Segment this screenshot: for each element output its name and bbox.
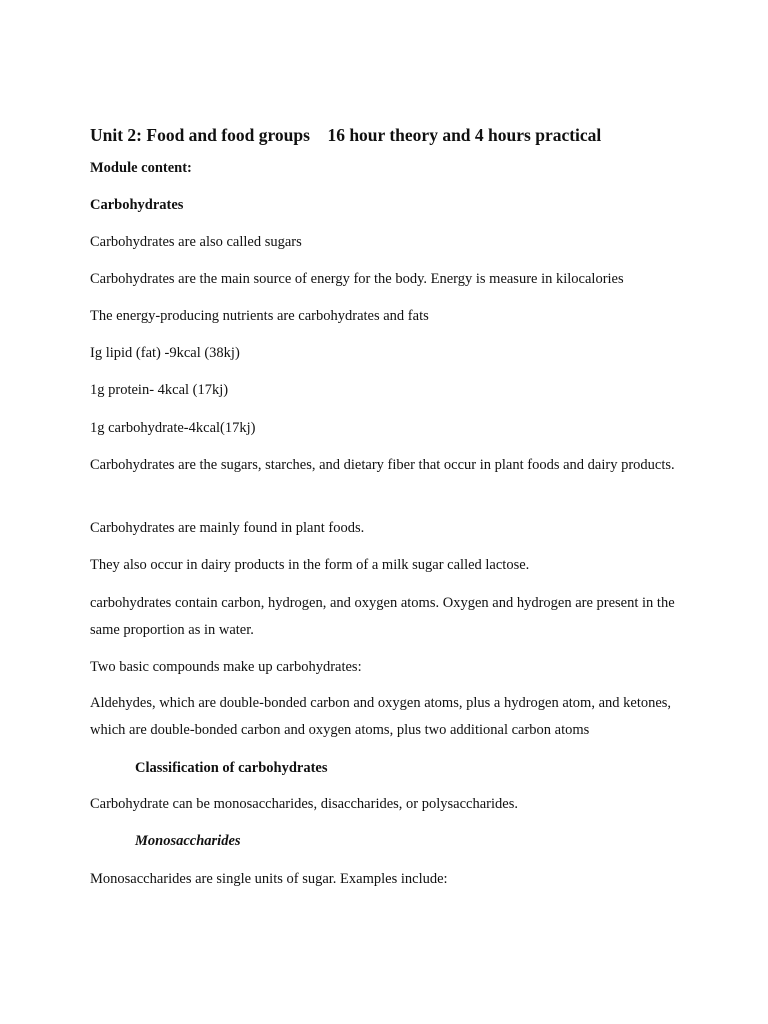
classification-heading: Classification of carbohydrates xyxy=(135,760,328,776)
paragraph: Carbohydrates are mainly found in plant foods. xyxy=(90,520,365,536)
monosaccharides-heading: Monosaccharides xyxy=(135,833,241,849)
paragraph: Carbohydrates are the main source of energy for the body. Energy is measure in kilocalories xyxy=(90,271,624,287)
paragraph: Ig lipid (fat) -9kcal (38kj) xyxy=(90,345,240,361)
paragraph: Carbohydrates are also called sugars xyxy=(90,234,302,250)
paragraph: The energy-producing nutrients are carbohydrates and fats xyxy=(90,308,429,324)
module-content-heading: Module content: xyxy=(90,160,192,176)
paragraph: 1g protein- 4kcal (17kj) xyxy=(90,382,229,398)
page-title: Unit 2: Food and food groups 16 hour theory and 4 hours practical xyxy=(90,125,602,145)
paragraph: They also occur in dairy products in the form of a milk sugar called lactose. xyxy=(90,557,530,573)
classification-text: Carbohydrate can be monosaccharides, disaccharides, or polysaccharides. xyxy=(90,796,518,812)
paragraph: 1g carbohydrate-4kcal(17kj) xyxy=(90,420,256,436)
monosaccharides-text: Monosaccharides are single units of sugar. Examples include: xyxy=(90,871,448,887)
paragraph: Aldehydes, which are double-bonded carbon and oxygen atoms, plus a hydrogen atom, and ketones, which are double-bonded carbon and oxygen atoms, plus two additional carbon atoms xyxy=(90,695,672,738)
paragraph: carbohydrates contain carbon, hydrogen, and oxygen atoms. Oxygen and hydrogen are present in the same proportion as in water. xyxy=(90,595,675,638)
paragraph: Carbohydrates are the sugars, starches, and dietary fiber that occur in plant foods and dairy products. xyxy=(90,457,675,473)
paragraph: Two basic compounds make up carbohydrates: xyxy=(90,659,362,675)
carbohydrates-heading: Carbohydrates xyxy=(90,197,184,213)
